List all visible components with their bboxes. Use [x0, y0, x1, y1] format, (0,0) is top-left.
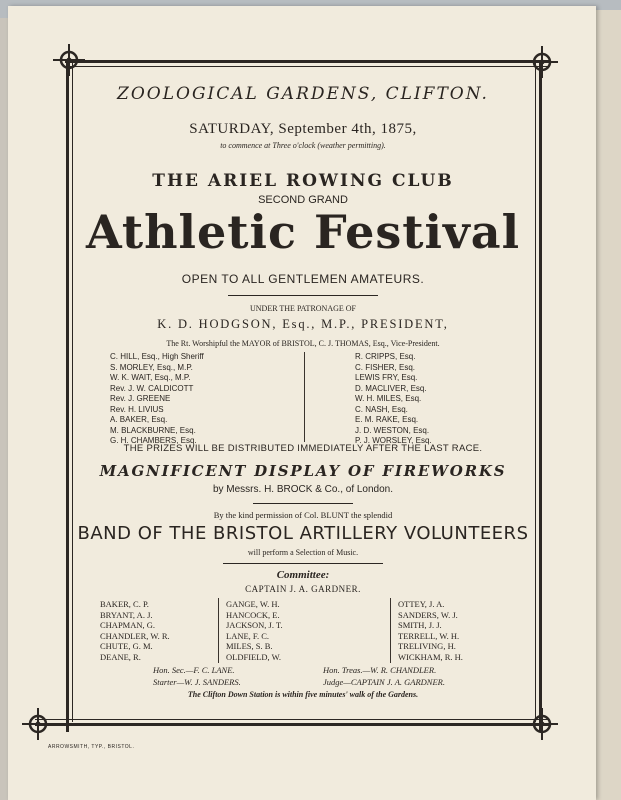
second-grand: SECOND GRAND	[258, 194, 348, 206]
event-date: SATURDAY, September 4th, 1875,	[189, 121, 417, 137]
club-name: THE ARIEL ROWING CLUB	[152, 171, 454, 191]
list-item: Rev. J. GREENE	[110, 394, 171, 403]
list-item: GANGE, W. H.	[226, 599, 280, 609]
commence-note: to commence at Three o'clock (weather permitting).	[220, 141, 386, 150]
column-divider	[390, 598, 391, 663]
list-item: G. H. CHAMBERS, Esq.	[110, 436, 197, 445]
list-item: Rev. H. LIVIUS	[110, 404, 164, 414]
list-item: Rev. J. W. CALDICOTT	[110, 383, 194, 393]
list-item: WICKHAM, R. H.	[398, 651, 463, 662]
list-item: LANE, F. C.	[226, 630, 270, 641]
list-item: C. NASH, Esq.	[355, 404, 408, 414]
captain-line: CAPTAIN J. A. GARDNER.	[245, 584, 361, 594]
list-item: JACKSON, J. T.	[226, 620, 283, 630]
divider	[223, 563, 383, 564]
list-item: OTTEY, J. A.	[398, 599, 445, 609]
poster-page	[8, 6, 596, 800]
list-item: S. MORLEY, Esq., M.P.	[110, 362, 193, 372]
music-line: will perform a Selection of Music.	[247, 548, 359, 557]
corner-ornament-icon	[22, 708, 54, 740]
list-item: HANCOCK, E.	[226, 609, 280, 620]
list-item: A. BAKER, Esq.	[110, 415, 168, 424]
divider	[228, 295, 378, 296]
list-item: OLDFIELD, W.	[226, 651, 282, 662]
column-divider	[304, 352, 305, 442]
band-heading: BAND OF THE BRISTOL ARTILLERY VOLUNTEERS	[77, 523, 529, 544]
list-item: M. BLACKBURNE, Esq.	[110, 425, 196, 435]
list-item: TRELIVING, H.	[398, 641, 456, 651]
vice-president-line: The Rt. Worshipful the MAYOR of BRISTOL, C. J. THOMAS, Esq., Vice-President.	[166, 339, 440, 348]
open-to-amateurs: OPEN TO ALL GENTLEMEN AMATEURS.	[181, 272, 425, 286]
patrons-left-list	[110, 352, 204, 447]
list-item: MILES, S. B.	[226, 641, 273, 651]
list-item: CHANDLER, W. R.	[100, 630, 170, 641]
poster-content	[58, 0, 548, 800]
list-item: LEWIS FRY, Esq.	[355, 373, 418, 382]
list-item: CHUTE, G. M.	[100, 641, 153, 651]
list-item: SMITH, J. J.	[398, 620, 442, 630]
patrons-right-list	[355, 352, 432, 447]
list-item: W. H. MILES, Esq.	[355, 394, 422, 403]
patronage-label: UNDER THE PATRONAGE OF	[249, 304, 356, 313]
list-item: D. MACLIVER, Esq.	[355, 383, 427, 393]
list-item: C. FISHER, Esq.	[355, 362, 416, 372]
hon-treas: Hon. Treas.—W. R. CHANDLER.	[323, 665, 437, 675]
column-divider	[218, 598, 219, 663]
station-note: The Clifton Down Station is within five minutes' walk of the Gardens.	[187, 690, 419, 699]
committee-col-2	[226, 599, 283, 662]
event-title: Athletic Festival	[85, 205, 521, 259]
brock-line: by Messrs. H. BROCK & Co., of London.	[212, 484, 394, 495]
committee-col-3	[398, 599, 463, 662]
venue-title: ZOOLOGICAL GARDENS, CLIFTON.	[117, 84, 489, 104]
list-item: BRYANT, A. J.	[100, 609, 153, 620]
fireworks-heading: MAGNIFICENT DISPLAY OF FIREWORKS	[99, 462, 507, 480]
committee-heading: Committee:	[276, 569, 330, 581]
list-item: R. CRIPPS, Esq.	[355, 352, 416, 361]
list-item: BAKER, C. P.	[100, 599, 149, 609]
list-item: W. K. WAIT, Esq., M.P.	[110, 373, 191, 382]
president-line: K. D. HODGSON, Esq., M.P., PRESIDENT,	[157, 317, 449, 331]
list-item: CHAPMAN, G.	[100, 620, 156, 630]
judge: Judge—CAPTAIN J. A. GARDNER.	[323, 677, 445, 687]
list-item: J. D. WESTON, Esq.	[355, 425, 430, 435]
permission-line: By the kind permission of Col. BLUNT the splendid	[213, 510, 393, 520]
divider	[253, 503, 353, 504]
hon-sec: Hon. Sec.—F. C. LANE.	[153, 665, 235, 675]
list-item: E. M. RAKE, Esq.	[355, 415, 419, 424]
list-item: TERRELL, W. H.	[398, 630, 460, 641]
printer-imprint: ARROWSMITH, TYP., BRISTOL.	[48, 744, 135, 750]
list-item: DEANE, R.	[100, 651, 141, 662]
committee-col-1	[100, 599, 170, 662]
prizes-note: THE PRIZES WILL BE DISTRIBUTED IMMEDIATELY AFTER THE LAST RACE.	[123, 443, 483, 454]
list-item: SANDERS, W. J.	[398, 609, 458, 620]
list-item: C. HILL, Esq., High Sheriff	[110, 352, 204, 361]
starter: Starter—W. J. SANDERS.	[153, 677, 241, 687]
list-item: P. J. WORSLEY, Esq.	[355, 436, 432, 445]
